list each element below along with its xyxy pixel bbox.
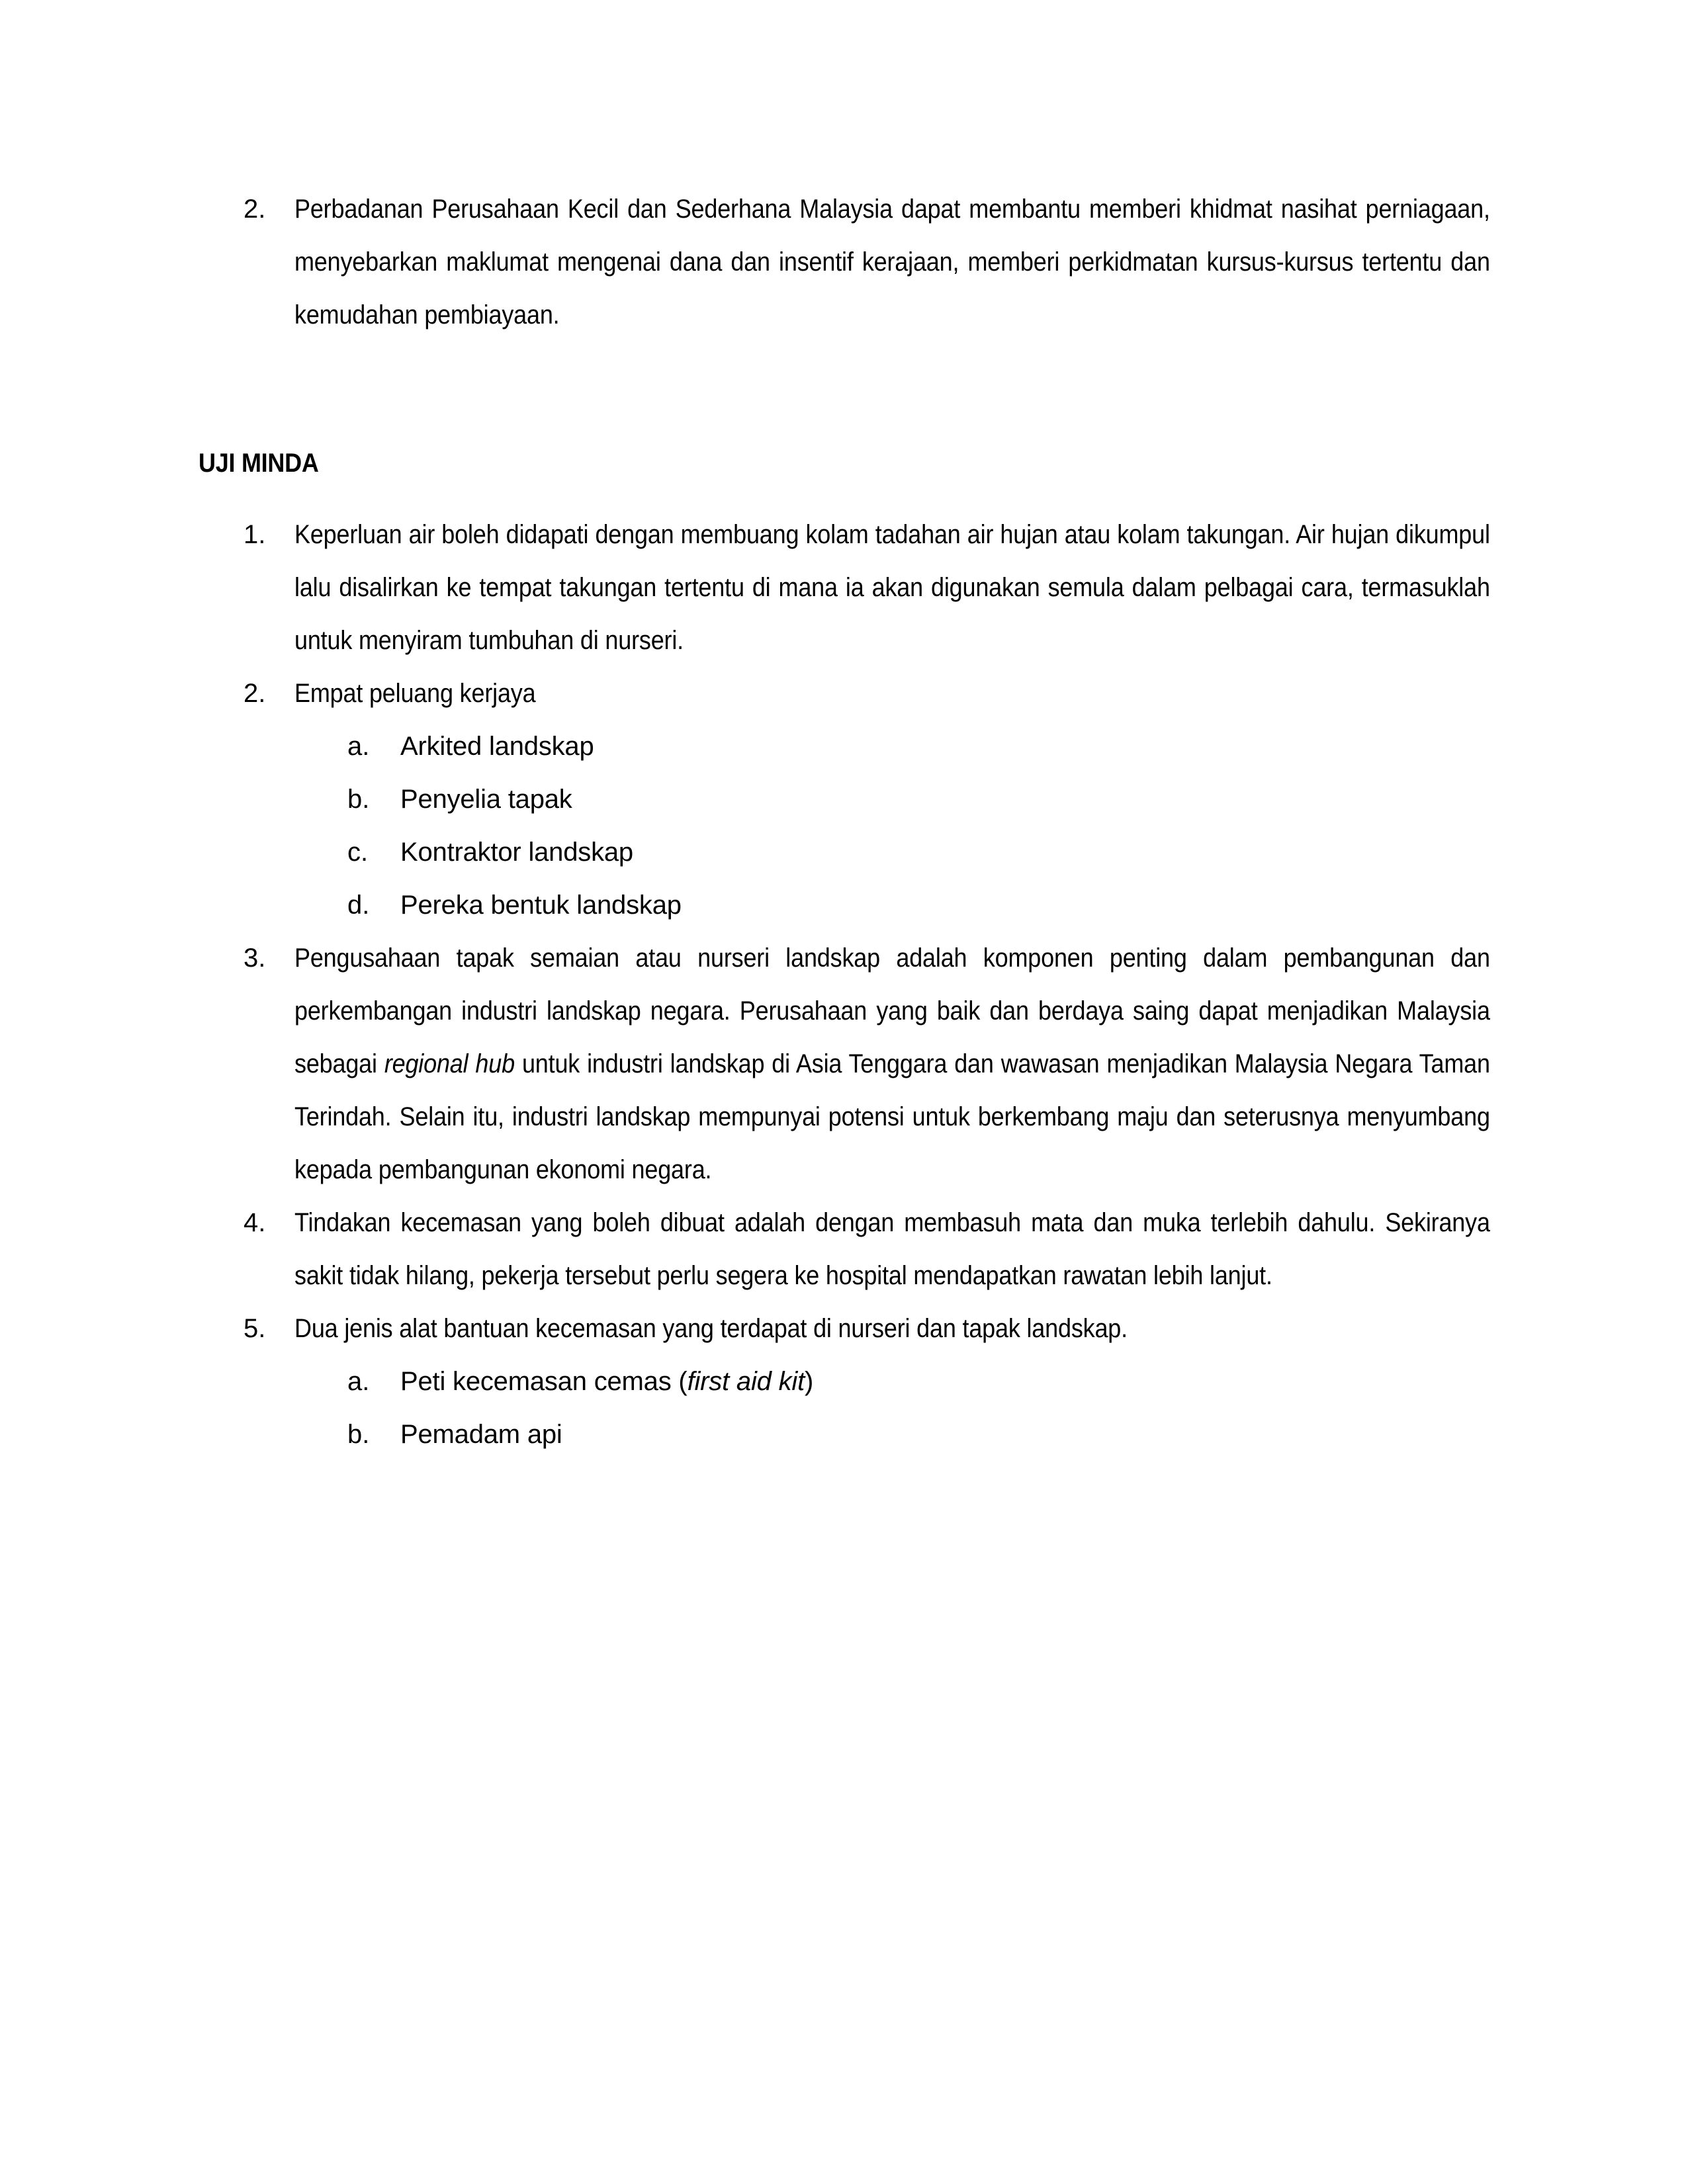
sub-list-marker: c. — [347, 838, 369, 867]
sub-list-item-text: Pereka bentuk landskap — [400, 891, 682, 920]
text-run-plain: Peti kecemasan cemas ( — [400, 1367, 688, 1396]
sub-list-item-text: Pemadam api — [400, 1420, 562, 1449]
section-heading: UJI MINDA — [199, 449, 319, 478]
list-item-text: Keperluan air boleh didapati dengan membuang kolam tadahan air hujan atau kolam takungan. Air hujan dikumpul lalu disalirkan ke tempat takungan tertentu di mana ia akan digunakan semula dalam pelbagai cara, termasuklah untuk menyiram tumbuhan di nurseri. — [294, 520, 1490, 655]
sub-list-marker: a. — [347, 732, 370, 761]
list-item-text — [294, 932, 1490, 1196]
list-item-3 — [199, 932, 1490, 1196]
list-item-text: Perbadanan Perusahaan Kecil dan Sederhana Malaysia dapat membantu memberi khidmat nasihat perniagaan, menyebarkan maklumat mengenai dana dan insentif kerajaan, memberi perkidmatan kursus-kursus tertentu dan kemudahan pembiayaan. — [294, 195, 1490, 329]
list-item-text: Dua jenis alat bantuan kecemasan yang terdapat di nurseri dan tapak landskap. — [294, 1314, 1128, 1343]
sub-list-marker: a. — [347, 1367, 370, 1396]
sub-list-item-5b — [199, 1408, 1490, 1461]
list-item-text: Tindakan kecemasan yang boleh dibuat adalah dengan membasuh mata dan muka terlebih dahulu. Sekiranya sakit tidak hilang, pekerja tersebut perlu segera ke hospital mendapatkan rawatan lebih lanjut. — [294, 1208, 1490, 1290]
spacer-before-heading — [199, 341, 1490, 437]
list-item-2 — [199, 667, 1490, 720]
list-marker: 1. — [244, 520, 266, 549]
sub-list-item-text: Kontraktor landskap — [400, 838, 633, 867]
sub-list-item-text: Penyelia tapak — [400, 785, 572, 814]
sub-list-item-2d — [199, 879, 1490, 932]
text-run-italic: first aid kit — [687, 1367, 805, 1396]
sub-list-item-5a — [199, 1355, 1490, 1408]
sub-list-item-text: Arkited landskap — [400, 732, 594, 761]
sub-list-item-2a — [199, 720, 1490, 773]
list-item-text: Empat peluang kerjaya — [294, 679, 536, 708]
list-item-carryover — [199, 183, 1490, 341]
sub-list-item-2c — [199, 826, 1490, 879]
list-marker: 5. — [244, 1314, 266, 1343]
text-run-plain: Pengusahaan tapak semaian atau nurseri landskap adalah komponen penting dalam pembangunan dan perkembangan industri landskap negara. Perusahaan yang baik dan berdaya saing dapat menjadikan Malaysia sebagai — [294, 943, 1490, 1078]
spacer-after-heading — [199, 490, 1490, 508]
sub-list-marker: b. — [347, 785, 370, 814]
text-run-plain-2: untuk industri landskap di Asia Tenggara dan wawasan menjadikan Malaysia Negara Taman Terindah. Selain itu, industri landskap mempunyai potensi untuk berkembang maju dan seterusnya menyumbang kepada pembangunan ekonomi negara. — [294, 1049, 1490, 1184]
sub-list-item-2b — [199, 773, 1490, 826]
sub-list-item-text — [400, 1367, 813, 1396]
list-marker: 3. — [244, 943, 266, 973]
list-marker: 2. — [244, 195, 266, 224]
sub-list-marker: b. — [347, 1420, 370, 1449]
list-marker: 4. — [244, 1208, 266, 1237]
list-item-4 — [199, 1196, 1490, 1302]
list-item-5 — [199, 1302, 1490, 1355]
document-content — [199, 183, 1490, 1461]
list-item-1 — [199, 508, 1490, 667]
list-marker: 2. — [244, 679, 266, 708]
text-run-italic: regional hub — [384, 1049, 515, 1078]
sub-list-marker: d. — [347, 891, 370, 920]
text-run-plain-2: ) — [805, 1367, 814, 1396]
